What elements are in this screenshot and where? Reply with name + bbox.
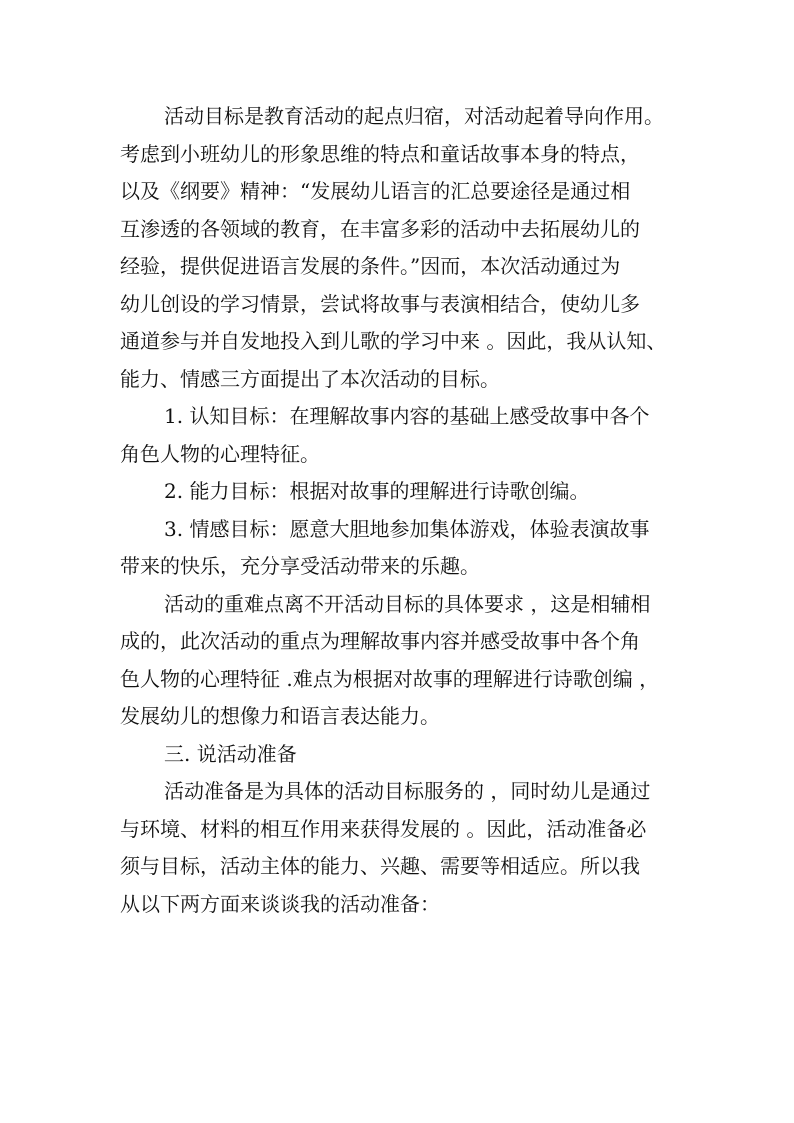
- paragraph-line: 通道参与并自发地投入到儿歌的学习中来 。因此，我从认知、: [120, 329, 667, 353]
- document-body: [120, 98, 680, 923]
- paragraph-line: 活动的重难点离不开活动目标的具体要求 ，这是相辅相: [164, 591, 651, 616]
- paragraph-line: 角色人物的心理特征。: [120, 441, 320, 466]
- paragraph-line: 色人物的心理特征 .难点为根据对故事的理解进行诗歌创编 ，: [120, 666, 660, 691]
- paragraph-line: 能力、情感三方面提出了本次活动的目标。: [120, 366, 500, 391]
- paragraph-line: 经验，提供促进语言发展的条件。”因而，本次活动通过为: [120, 254, 621, 278]
- paragraph-line: 考虑到小班幼儿的形象思维的特点和童话故事本身的特点，: [120, 141, 640, 166]
- paragraph-line: 须与目标，活动主体的能力、兴趣、需要等相适应。所以我: [120, 854, 640, 878]
- paragraph-line: 活动目标是教育活动的起点归宿，对活动起着导向作用。: [164, 104, 664, 128]
- section-heading: 三. 说活动准备: [164, 741, 297, 766]
- paragraph-line: 幼儿创设的学习情景，尝试将故事与表演相结合，使幼儿多: [120, 291, 640, 316]
- paragraph-line: 成的，此次活动的重点为理解故事内容并感受故事中各个角: [120, 629, 640, 653]
- paragraph-line: 以及《纲要》精神：“发展幼儿语言的汇总要途径是通过相: [120, 179, 631, 203]
- list-item-cognitive-goal: 1. 认知目标：在理解故事内容的基础上感受故事中各个: [164, 404, 650, 428]
- paragraph-line: 带来的快乐，充分享受活动带来的乐趣。: [120, 554, 480, 578]
- list-item-ability-goal: 2. 能力目标：根据对故事的理解进行诗歌创编。: [164, 479, 590, 503]
- paragraph-line: 互渗透的各领域的教育，在丰富多彩的活动中去拓展幼儿的: [120, 216, 640, 241]
- paragraph-line: 从以下两方面来谈谈我的活动准备：: [120, 891, 440, 916]
- paragraph-line: 与环境、材料的相互作用来获得发展的 。因此，活动准备必: [120, 816, 647, 841]
- list-item-emotion-goal: 3. 情感目标：愿意大胆地参加集体游戏，体验表演故事: [164, 516, 650, 541]
- paragraph-line: 发展幼儿的想像力和语言表达能力。: [120, 704, 440, 728]
- paragraph-line: 活动准备是为具体的活动目标服务的 ，同时幼儿是通过: [164, 779, 651, 803]
